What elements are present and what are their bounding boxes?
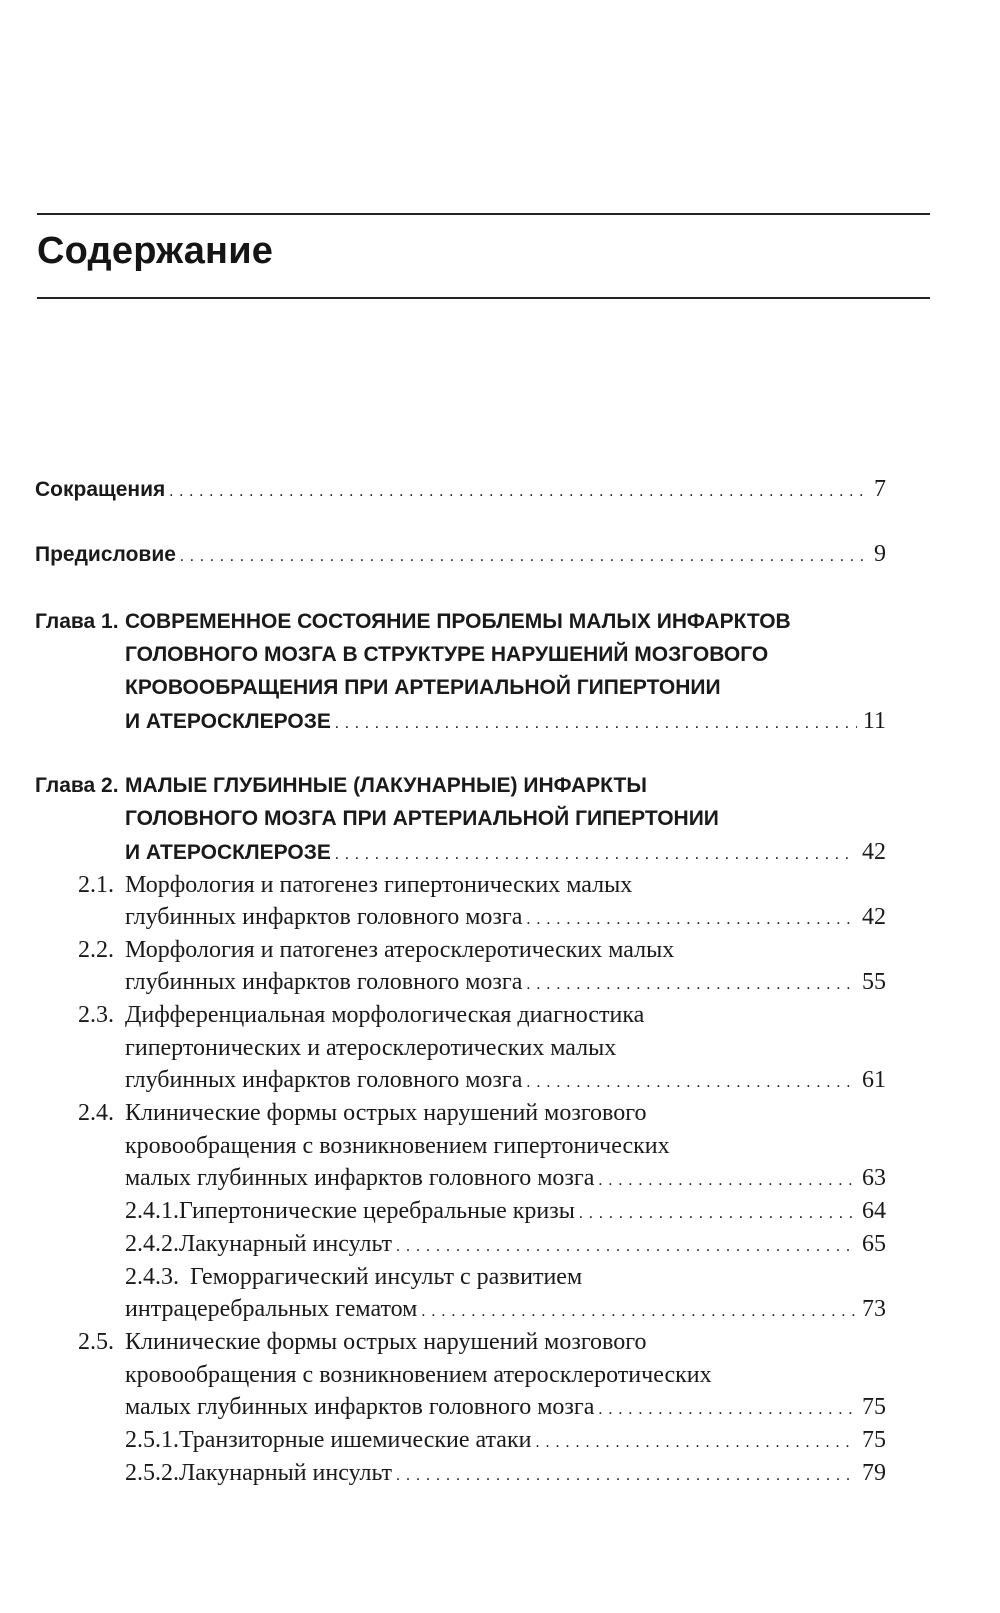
toc-entry-title: Предисловие [35, 543, 176, 566]
toc-entry-preface[interactable] [35, 537, 886, 571]
section-number: 2.4.1. [125, 1198, 179, 1224]
page-number: 75 [862, 1427, 886, 1453]
dot-leader [535, 1423, 856, 1460]
section-number: 2.5.1. [125, 1427, 179, 1453]
dot-leader [526, 900, 856, 937]
page-number: 63 [862, 1165, 886, 1191]
toc-chapter-line [35, 605, 791, 639]
section-line [78, 1325, 646, 1359]
chapter-title-line: КРОВООБРАЩЕНИЯ ПРИ АРТЕРИАЛЬНОЙ ГИПЕРТОНИИ [125, 676, 721, 699]
section-line [125, 1292, 886, 1326]
dot-leader [396, 1456, 856, 1493]
section-title-line: малых глубинных инфарктов головного мозга [125, 1165, 595, 1191]
dot-leader [579, 1194, 856, 1231]
chapter-title-line: ГОЛОВНОГО МОЗГА ПРИ АРТЕРИАЛЬНОЙ ГИПЕРТОНИИ [125, 807, 719, 830]
section-line [78, 998, 644, 1032]
section-number: 2.4.2. [125, 1231, 179, 1257]
toc-entry-title: Сокращения [35, 478, 166, 501]
page-number: 42 [862, 904, 886, 930]
section-title-line: Дифференциальная морфологическая диагностика [125, 1002, 645, 1028]
page-number: 7 [874, 476, 886, 502]
page-title: Содержание [37, 230, 274, 272]
toc-chapter-line [125, 671, 721, 705]
section-title-line: глубинных инфарктов головного мозга [125, 1067, 523, 1093]
section-number: 2.5.2. [125, 1460, 179, 1486]
section-line [125, 1390, 886, 1424]
toc-chapter-line [125, 802, 719, 836]
chapter-title-line: ГОЛОВНОГО МОЗГА В СТРУКТУРЕ НАРУШЕНИЙ МОЗГОВОГО [125, 643, 769, 666]
page-number: 11 [862, 708, 886, 734]
dot-leader [180, 538, 868, 574]
section-line [125, 965, 886, 999]
dot-leader [598, 1161, 856, 1198]
bottom-rule [37, 297, 930, 299]
section-number: 2.1. [78, 872, 114, 898]
dot-leader [335, 836, 856, 872]
toc-subsection-2-5-1[interactable] [125, 1423, 886, 1457]
page-number: 65 [862, 1231, 886, 1257]
section-line [125, 1129, 670, 1163]
toc-subsection-2-4-2[interactable] [125, 1227, 886, 1261]
section-number: 2.2. [78, 937, 114, 963]
section-title-line: кровообращения с возникновением гипертонических [125, 1133, 670, 1159]
chapter-title-line: И АТЕРОСКЛЕРОЗЕ [125, 841, 331, 864]
section-title-line: Лакунарный инсульт [179, 1460, 393, 1486]
section-line [125, 1358, 712, 1392]
page-number: 55 [862, 969, 886, 995]
section-number: 2.4. [78, 1100, 114, 1126]
chapter-title-line: И АТЕРОСКЛЕРОЗЕ [125, 710, 331, 733]
toc-chapter-line [35, 769, 647, 803]
section-number: 2.3. [78, 1002, 114, 1028]
page-number: 73 [862, 1296, 886, 1322]
page-number: 75 [862, 1394, 886, 1420]
section-line [78, 933, 674, 967]
section-line [125, 900, 886, 934]
section-title-line: глубинных инфарктов головного мозга [125, 969, 523, 995]
section-line [125, 1031, 616, 1065]
section-title-line: Клинические формы острых нарушений мозгового [125, 1100, 647, 1126]
page-number: 61 [862, 1067, 886, 1093]
section-number: 2.4.3. [125, 1264, 179, 1290]
section-title-line: Морфология и патогенез атеросклеротических малых [125, 937, 675, 963]
dot-leader [169, 473, 868, 509]
section-line [125, 1260, 582, 1294]
dot-leader [526, 1063, 856, 1100]
toc-chapter-line [125, 638, 768, 672]
section-line [78, 868, 632, 902]
section-title-line: кровообращения с возникновением атеросклеротических [125, 1362, 712, 1388]
section-title-line: глубинных инфарктов головного мозга [125, 904, 523, 930]
section-number: 2.5. [78, 1329, 114, 1355]
dot-leader [598, 1390, 856, 1427]
section-title-line: Гипертонические церебральные кризы [179, 1198, 575, 1224]
dot-leader [421, 1292, 856, 1329]
section-title-line: Транзиторные ишемические атаки [179, 1427, 532, 1453]
section-line [125, 1063, 886, 1097]
toc-entry-abbreviations[interactable] [35, 472, 886, 506]
section-title-line: гипертонических и атеросклеротических малых [125, 1035, 617, 1061]
page-number: 42 [862, 839, 886, 865]
section-title-line: Клинические формы острых нарушений мозгового [125, 1329, 647, 1355]
section-title-line: Лакунарный инсульт [179, 1231, 393, 1257]
chapter-label: Глава 2. [35, 774, 119, 797]
dot-leader [335, 705, 857, 741]
page-number: 9 [874, 541, 886, 567]
toc-chapter-line [125, 704, 886, 738]
chapter-title-line: СОВРЕМЕННОЕ СОСТОЯНИЕ ПРОБЛЕМЫ МАЛЫХ ИНФАРКТОВ [125, 610, 791, 633]
chapter-title-line: МАЛЫЕ ГЛУБИННЫЕ (ЛАКУНАРНЫЕ) ИНФАРКТЫ [125, 774, 647, 797]
section-title-line: Геморрагический инсульт с развитием [190, 1264, 583, 1290]
page-number: 79 [862, 1460, 886, 1486]
toc-subsection-2-4-1[interactable] [125, 1194, 886, 1228]
section-line [125, 1161, 886, 1195]
toc-chapter-line [125, 835, 886, 869]
section-title-line: Морфология и патогенез гипертонических малых [125, 872, 633, 898]
toc-subsection-2-5-2[interactable] [125, 1456, 886, 1490]
section-title-line: малых глубинных инфарктов головного мозга [125, 1394, 595, 1420]
dot-leader [396, 1227, 856, 1264]
dot-leader [526, 965, 856, 1002]
chapter-label: Глава 1. [35, 610, 119, 633]
section-line [78, 1096, 646, 1130]
page-number: 64 [862, 1198, 886, 1224]
top-rule [37, 213, 930, 215]
section-title-line: интрацеребральных гематом [125, 1296, 418, 1322]
